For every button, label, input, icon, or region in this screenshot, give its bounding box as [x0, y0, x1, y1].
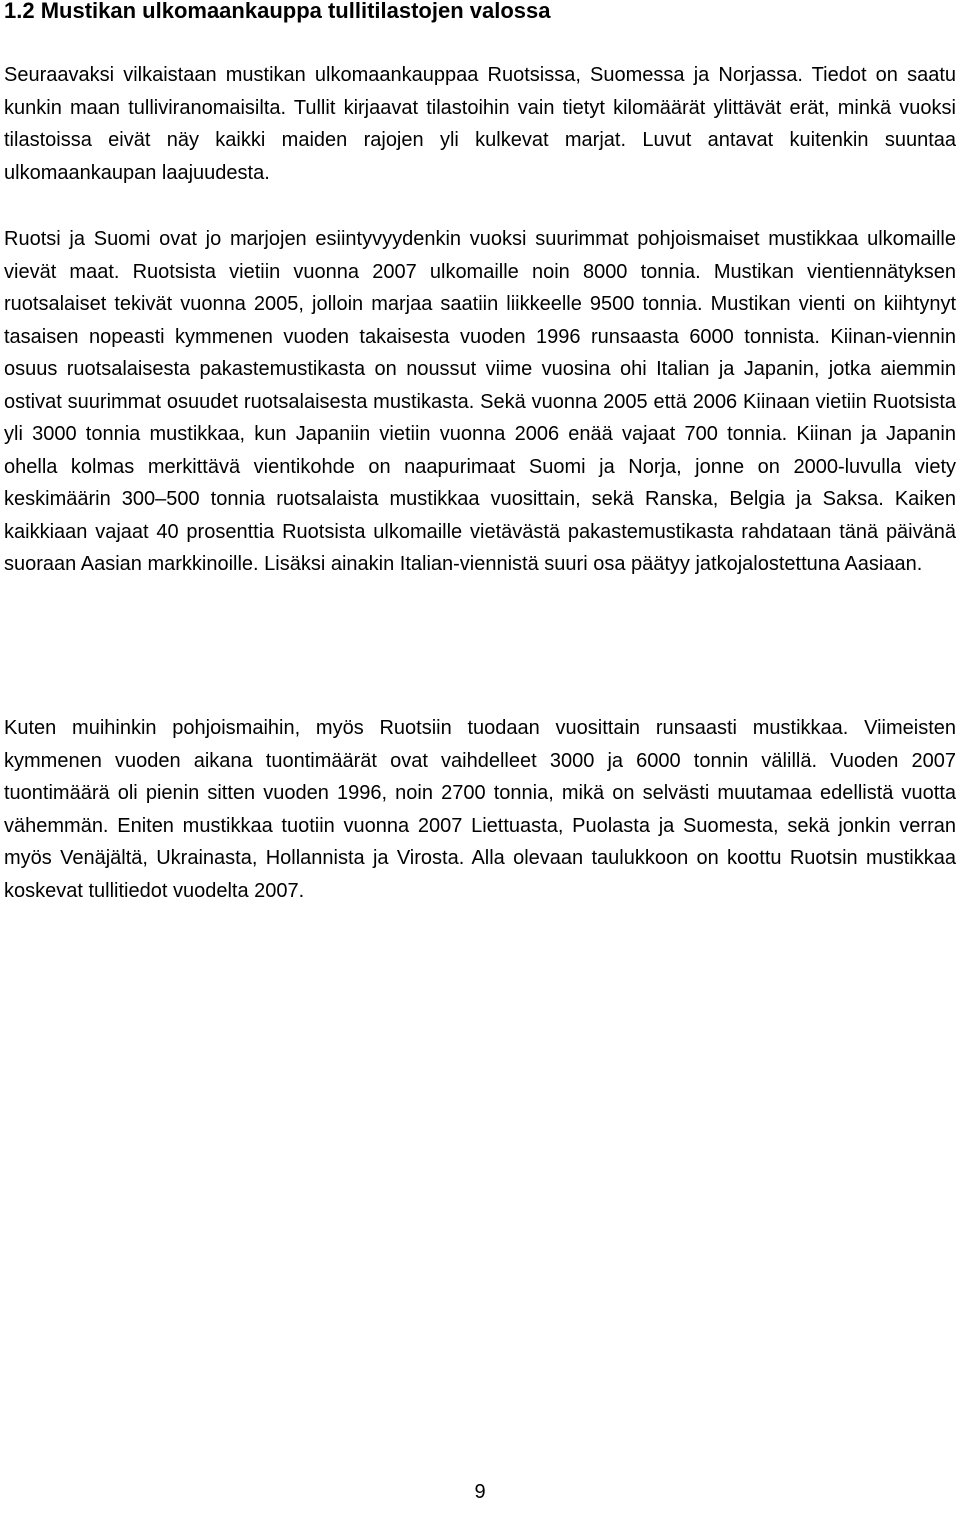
page-number: 9: [474, 1481, 486, 1503]
paragraph-foreign-trade-intro: Seuraavaksi vilkaistaan mustikan ulkomaankauppaa Ruotsissa, Suomessa ja Norjassa. Tiedot on saatu kunkin maan tulliviranomaisilta. Tullit kirjaavat tilastoihin vain tietyt kilomäärät ylittävät erät, minkä vuoksi tilastoissa eivät näy kaikki maiden rajojen yli kulkevat marjat. Luvut antavat kuitenkin suuntaa ulkomaankaupan laajuudesta.: [4, 64, 956, 184]
paragraph-exports: Ruotsi ja Suomi ovat jo marjojen esiintyvyydenkin vuoksi suurimmat pohjoismaiset mustikkaa ulkomaille vievät maat. Ruotsista vietiin vuonna 2007 ulkomaille noin 8000 tonnia. Mustikan vientiennätyksen ruotsalaiset tekivät vuonna 2005, jolloin marjaa saatiin liikkeelle 9500 tonnia. Mustikan vienti on kiihtynyt tasaisen nopeasti kymmenen vuoden takaisesta vuoden 1996 runsaasta 6000 tonnista. Kiinan-viennin osuus ruotsalaisesta pakastemustikasta on noussut viime vuosina ohi Italian ja Japanin, jotka aiemmin ostivat suurimmat osuudet ruotsalaisesta mustikasta. Sekä vuonna 2005 että 2006 Kiinaan vietiin Ruotsista yli 3000 tonnia mustikkaa, kun Japaniin vietiin vuonna 2006 enää vajaat 700 tonnia. Kiinan ja Japanin ohella kolmas merkittävä vientikohde on naapurimaat Suomi ja Norja, jonne on 2000-luvulla viety keskimäärin 300–500 tonnia ruotsalaista mustikkaa vuosittain, sekä Ranska, Belgia ja Saksa. Kaiken kaikkiaan vajaat 40 prosenttia Ruotsista ulkomaille vietävästä pakastemustikasta rahdataan tänä päivänä suoraan Aasian markkinoille. Lisäksi ainakin Italian-viennistä suuri osa päätyy jatkojalostettuna Aasiaan.: [4, 228, 956, 575]
section-heading: 1.2 Mustikan ulkomaankauppa tullitilastojen valossa: [4, 0, 551, 23]
paragraph-imports: Kuten muihinkin pohjoismaihin, myös Ruotsiin tuodaan vuosittain runsaasti mustikkaa. Viimeisten kymmenen vuoden aikana tuontimäärät ovat vaihdelleet 3000 ja 6000 tonnin välillä. Vuoden 2007 tuontimäärä oli pienin sitten vuoden 1996, noin 2700 tonnia, mikä on selvästi muutamaa edellistä vuotta vähemmän. Eniten mustikkaa tuotiin vuonna 2007 Liettuasta, Puolasta ja Suomesta, sekä jonkin verran myös Venäjältä, Ukrainasta, Hollannista ja Virosta. Alla olevaan taulukkoon on koottu Ruotsin mustikkaa koskevat tullitiedot vuodelta 2007.: [4, 717, 956, 902]
